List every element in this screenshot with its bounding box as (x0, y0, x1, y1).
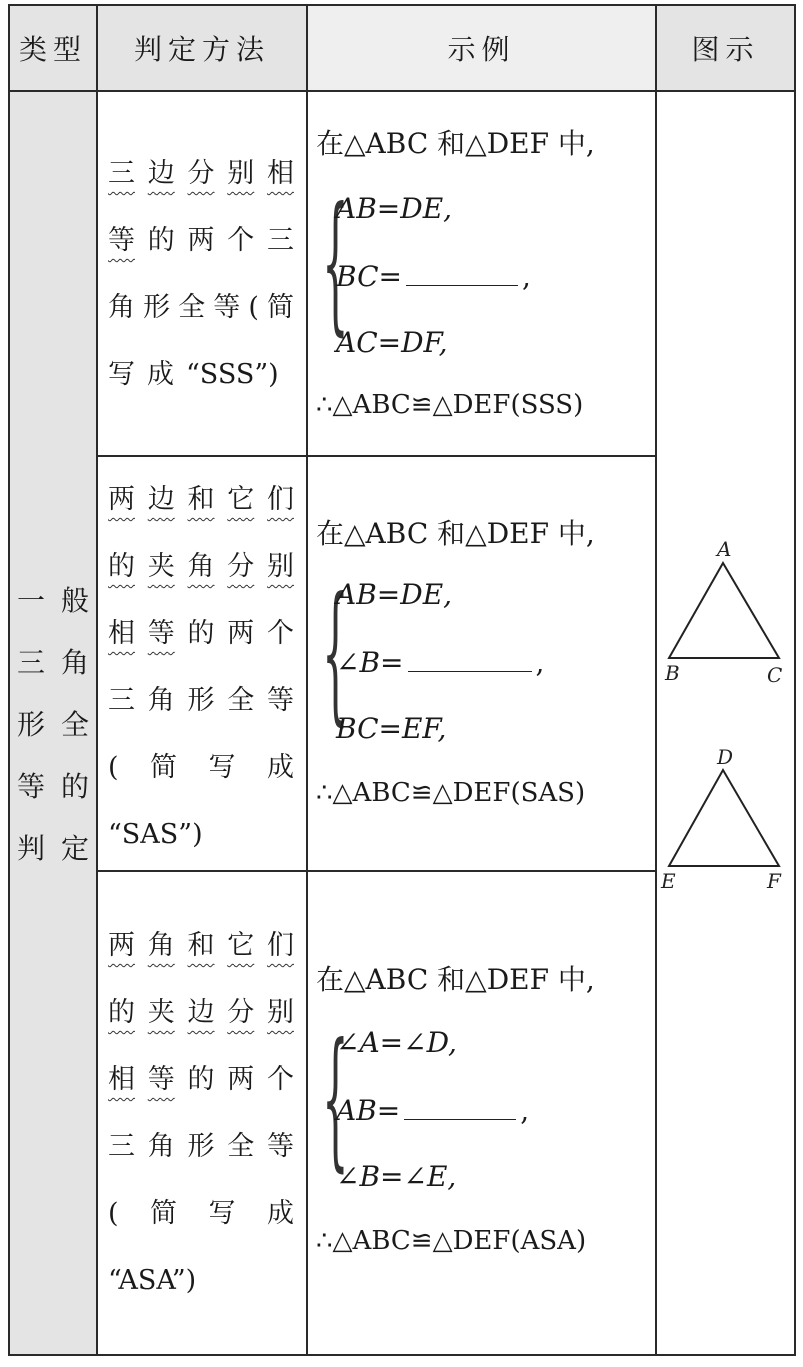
method-char: 三 (267, 225, 294, 256)
method-char: 的 (147, 225, 175, 256)
method-char: 个 (267, 618, 294, 649)
table-border-right (794, 4, 796, 1356)
vertex-label-f: F (767, 869, 781, 893)
method-char: 写 (208, 752, 236, 783)
method-char: 边 (187, 997, 215, 1028)
method-char: 相 (267, 158, 294, 189)
conclusion: ∴△ABC≌△DEF(ASA) (316, 1226, 587, 1256)
condition-1: ∠A=∠D, (336, 1026, 457, 1059)
answer-blank[interactable] (408, 647, 532, 672)
method-char: 们 (267, 930, 294, 961)
method-char: 等 (147, 1064, 175, 1095)
method-char: 和 (187, 930, 215, 961)
method-char: 的 (187, 1064, 215, 1095)
method-char: 分 (227, 551, 255, 582)
left-brace: { (322, 1012, 349, 1186)
method-char: 全 (227, 1131, 255, 1162)
method-char: “ASA”) (108, 1265, 197, 1296)
method-char: 写 (108, 359, 135, 390)
example-cell-sas (316, 498, 652, 838)
method-char: 角 (187, 551, 215, 582)
conclusion: ∴△ABC≌△DEF(SAS) (316, 778, 586, 808)
method-char: 的 (187, 618, 215, 649)
method-char: 的 (108, 997, 135, 1028)
method-char: 形 (187, 685, 215, 716)
table-border-bottom (8, 1354, 796, 1356)
example-cell-asa (316, 944, 652, 1284)
condition-3: ∠B=∠E, (336, 1160, 457, 1193)
method-char: 三 (108, 685, 135, 716)
method-char: 和 (187, 484, 215, 515)
method-char: 的 (108, 551, 135, 582)
method-char: 它 (227, 484, 255, 515)
method-char: 分 (187, 158, 215, 189)
method-char: 简 (150, 1198, 178, 1229)
method-char: 夹 (147, 997, 175, 1028)
triangle-def (669, 770, 779, 866)
method-char: 成 (147, 359, 174, 390)
vertex-label-c: C (767, 663, 783, 687)
vertex-label-e: E (661, 869, 676, 893)
example-cell-sss (316, 108, 652, 448)
method-char: 成 (267, 752, 294, 783)
method-char: 别 (227, 158, 255, 189)
conclusion: ∴△ABC≌△DEF(SSS) (316, 390, 584, 420)
type-char: 形 (16, 708, 45, 741)
method-char: 简 (150, 752, 178, 783)
method-cell-asa (108, 912, 298, 1314)
type-char: 全 (60, 708, 89, 741)
method-char: 形 (143, 292, 171, 323)
vertex-label-d: D (717, 745, 734, 769)
method-char: 两 (108, 484, 135, 515)
type-char: 的 (60, 770, 89, 803)
header-example: 示例 (308, 6, 655, 90)
method-char: 等 (213, 292, 241, 323)
left-brace: { (322, 566, 349, 740)
header-figure: 图示 (657, 6, 794, 90)
method-char: 别 (267, 551, 294, 582)
row-divider-1 (96, 455, 657, 457)
method-char: 它 (227, 930, 255, 961)
method-char: ( (248, 292, 259, 323)
condition-2: ∠B= , (336, 646, 545, 679)
method-char: 边 (147, 484, 175, 515)
row-divider-2 (96, 870, 657, 872)
type-char: 般 (60, 584, 89, 617)
triangle-abc (669, 563, 779, 658)
method-char: 成 (267, 1198, 294, 1229)
method-char: 形 (187, 1131, 215, 1162)
method-char: 两 (227, 1064, 255, 1095)
method-char: 等 (108, 225, 135, 256)
method-char: 相 (108, 1064, 135, 1095)
left-brace: { (322, 176, 349, 350)
method-char: ( (108, 752, 119, 783)
condition-1: AB=DE, (336, 192, 453, 225)
answer-blank[interactable] (406, 261, 518, 286)
type-char: 定 (60, 832, 89, 865)
vertex-label-a: A (717, 537, 732, 561)
type-char: 等 (16, 770, 45, 803)
example-intro: 在△ABC 和△DEF 中, (316, 127, 595, 160)
type-char: 三 (16, 646, 45, 679)
method-char: 夹 (147, 551, 175, 582)
header-type: 类型 (10, 6, 96, 90)
method-char: 们 (267, 484, 294, 515)
method-char: 等 (267, 1131, 294, 1162)
method-char: 分 (227, 997, 255, 1028)
condition-1: AB=DE, (336, 578, 453, 611)
method-char: 简 (266, 292, 294, 323)
method-char: 角 (147, 685, 175, 716)
type-cell (10, 92, 96, 1354)
condition-3: AC=DF, (336, 326, 448, 359)
triangle-figures (657, 92, 794, 1354)
condition-2: AB= , (336, 1094, 530, 1127)
method-char: 角 (147, 930, 175, 961)
method-char: 两 (108, 930, 135, 961)
method-char: 等 (267, 685, 294, 716)
method-char: 个 (267, 1064, 294, 1095)
method-char: ( (108, 1198, 119, 1229)
method-char: 边 (147, 158, 175, 189)
method-char: 全 (178, 292, 206, 323)
type-label (9, 579, 97, 867)
method-cell-sss (108, 140, 298, 408)
col-divider-2 (306, 4, 308, 1356)
method-char: 个 (227, 225, 255, 256)
type-char: 一 (16, 584, 45, 617)
example-intro: 在△ABC 和△DEF 中, (316, 963, 595, 996)
method-char: 角 (147, 1131, 175, 1162)
method-char: 相 (108, 618, 135, 649)
method-char: 写 (208, 1198, 236, 1229)
method-char: 两 (187, 225, 215, 256)
method-cell-sas (108, 466, 298, 868)
method-char: 等 (147, 618, 175, 649)
method-char: 两 (227, 618, 255, 649)
condition-2: BC= , (336, 260, 531, 293)
method-char: 三 (108, 1131, 135, 1162)
header-method: 判定方法 (98, 6, 306, 90)
method-char: 全 (227, 685, 255, 716)
type-char: 角 (60, 646, 89, 679)
method-char: “SAS”) (108, 819, 203, 850)
condition-3: BC=EF, (336, 712, 447, 745)
answer-blank[interactable] (404, 1095, 516, 1120)
method-char: 角 (108, 292, 135, 323)
example-intro: 在△ABC 和△DEF 中, (316, 517, 595, 550)
method-char: “SSS”) (186, 359, 279, 390)
type-char: 判 (16, 832, 45, 865)
method-char: 三 (108, 158, 135, 189)
method-char: 别 (267, 997, 294, 1028)
vertex-label-b: B (665, 661, 680, 685)
